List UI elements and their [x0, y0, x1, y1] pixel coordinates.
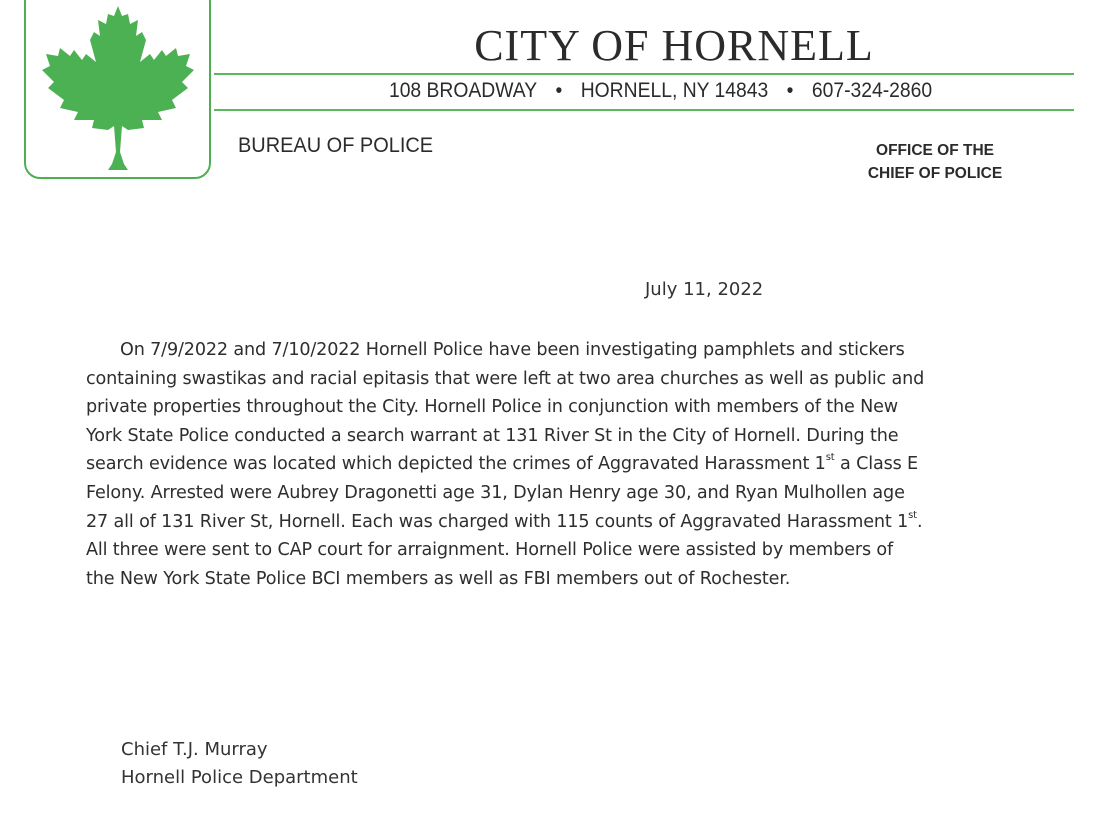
ordinal-suffix: st [825, 452, 835, 464]
office-line-2: CHIEF OF POLICE [867, 165, 1003, 182]
body-line: Felony. Arrested were Aubrey Dragonetti age 31, Dylan Henry age 30, and Ryan Mulhollen age [86, 482, 905, 503]
body-line: York State Police conducted a search warrant at 131 River St in the City of Hornell. During the [86, 425, 899, 446]
letter-body [86, 336, 1016, 593]
city-logo [24, 0, 211, 179]
separator-dot: • [555, 79, 563, 102]
body-line: the New York State Police BCI members as well as FBI members out of Rochester. [86, 568, 791, 589]
separator-dot: • [786, 79, 794, 102]
body-line: private properties throughout the City. Hornell Police in conjunction with members of the New [86, 397, 899, 418]
body-line: containing swastikas and racial epitasis that were left at two area churches as well as public and [86, 368, 925, 389]
ordinal-suffix: st [908, 509, 917, 521]
department-name: BUREAU OF POLICE [238, 134, 434, 157]
city-state-zip: HORNELL, NY 14843 [580, 79, 769, 102]
signatory-department: Hornell Police Department [121, 767, 358, 788]
body-line: 27 all of 131 River St, Hornell. Each was charged with 115 counts of Aggravated Harassment 1st. [86, 509, 923, 532]
header-rule-top [214, 73, 1074, 75]
body-line: search evidence was located which depicted the crimes of Aggravated Harassment 1st a Class E [86, 452, 919, 475]
letter-date: July 11, 2022 [645, 279, 764, 300]
phone-number: 607-324-2860 [811, 79, 933, 102]
office-line-1: OFFICE OF THE [876, 142, 994, 159]
header-rule-bottom [214, 109, 1074, 111]
city-title: CITY OF HORNELL [474, 21, 874, 70]
address-line [248, 79, 1039, 103]
office-of-chief [848, 139, 1022, 185]
street-address: 108 BROADWAY [388, 79, 538, 102]
maple-leaf-icon [32, 2, 204, 177]
signatory-name: Chief T.J. Murray [121, 739, 268, 760]
signature-block [121, 736, 358, 792]
body-line: All three were sent to CAP court for arraignment. Hornell Police were assisted by members of [86, 540, 894, 561]
body-line: On 7/9/2022 and 7/10/2022 Hornell Police have been investigating pamphlets and stickers [120, 340, 905, 360]
